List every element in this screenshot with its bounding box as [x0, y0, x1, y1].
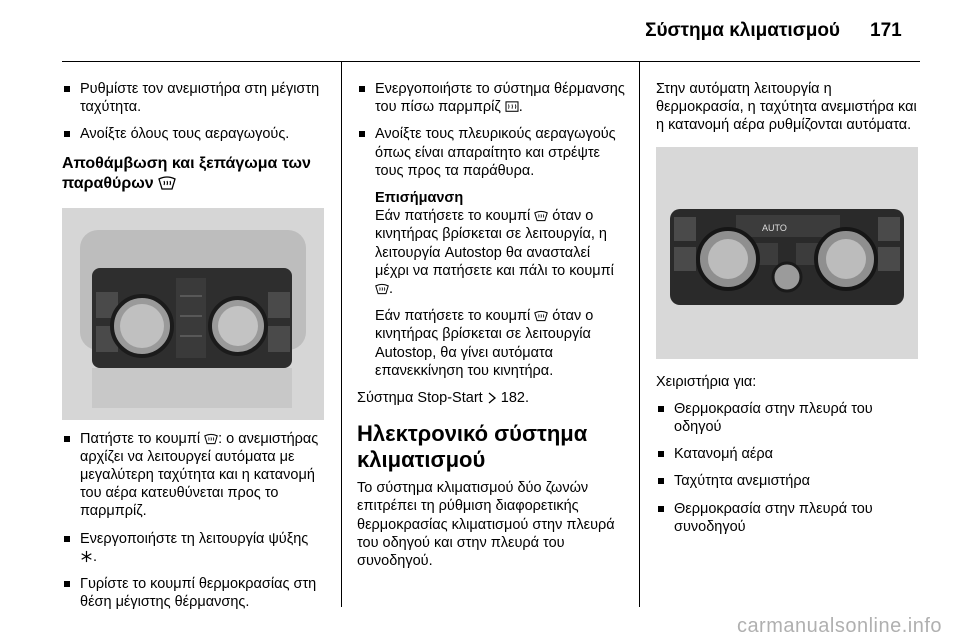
- windscreen-defrost-icon: [375, 283, 389, 295]
- windscreen-defrost-icon: [204, 433, 218, 445]
- header-rule: [62, 61, 920, 62]
- arrow-reference-icon: [487, 392, 497, 404]
- manual-climate-panel-photo: [62, 208, 324, 420]
- bullet-fan-speed: Ταχύτητα ανεμιστήρα: [656, 472, 920, 490]
- note-paragraph-2: Εάν πατήσετε το κουμπί όταν ο κινητήρας βρίσκεται σε λειτουργία Autostop, θα γίνει αυτόματα επανεκκίνηση του κινητήρα.: [375, 308, 594, 379]
- cross-reference[interactable]: Σύστημα Stop-Start 182.: [357, 390, 529, 407]
- snowflake-icon: [80, 550, 93, 563]
- note-paragraph-1: Εάν πατήσετε το κουμπί όταν ο κινητήρας βρίσκεται σε λειτουργία, η λειτουργία Autostop θα ανασταλεί μέχρι να πατήσετε και πάλι το κουμπί .: [375, 208, 614, 298]
- bullet-temperature: Γυρίστε το κουμπί θερμοκρασίας στη θέση μέγιστης θέρμανσης.: [62, 575, 324, 611]
- column-1: [62, 80, 324, 620]
- panel-auto-label: AUTO: [762, 222, 787, 233]
- windscreen-defrost-icon: [158, 176, 176, 190]
- windscreen-defrost-icon: [534, 310, 548, 322]
- controls-label: Χειριστήρια για:: [656, 373, 757, 390]
- column-2: [357, 80, 625, 579]
- bullet-open-vents: Ανοίξτε όλους τους αεραγωγούς.: [62, 125, 324, 143]
- electronic-climate-body: Το σύστημα κλιματισμού δύο ζωνών επιτρέπει τη ρύθμιση διαφορετικής θερμοκρασίας κλιματισμού στην πλευρά του οδηγού και στην πλευρά του συνοδηγού.: [357, 480, 615, 570]
- note-block: [357, 189, 625, 380]
- column-3: [656, 80, 920, 545]
- header-title: Σύστημα κλιματισμού: [645, 20, 840, 41]
- watermark: carmanualsonline.info: [736, 615, 942, 637]
- bullet-rear-heating: Ενεργοποιήστε το σύστημα θέρμανσης του πίσω παρμπρίζ .: [357, 80, 625, 116]
- rear-window-heating-icon: [505, 101, 519, 113]
- windscreen-defrost-icon: [534, 210, 548, 222]
- bullet-passenger-temp: Θερμοκρασία στην πλευρά του συνοδηγού: [656, 500, 920, 536]
- note-title: Επισήμανση: [375, 190, 464, 207]
- bullet-air-distribution: Κατανομή αέρα: [656, 445, 920, 463]
- electronic-climate-panel-photo: [656, 147, 918, 359]
- bullet-cooling: Ενεργοποιήστε τη λειτουργία ψύξης .: [62, 530, 324, 566]
- bullet-press-defrost: Πατήστε το κουμπί : ο ανεμιστήρας αρχίζει να λειτουργεί αυτόματα με μεγαλύτερη ταχύτητα και η κατανομή του αέρα κατευθύνεται προς το παρμπρίζ.: [62, 430, 324, 521]
- column-divider-2: [639, 62, 640, 607]
- bullet-driver-temp: Θερμοκρασία στην πλευρά του οδηγού: [656, 400, 920, 436]
- column-divider-1: [341, 62, 342, 607]
- section-heading-electronic-climate: Ηλεκτρονικό σύστημα κλιματισμού: [357, 421, 588, 473]
- page-number: 171: [870, 20, 902, 41]
- auto-mode-intro: Στην αυτόματη λειτουργία η θερμοκρασία, η ταχύτητα ανεμιστήρα και η κατανομή αέρα ρυθμίζονται αυτόματα.: [656, 81, 917, 134]
- bullet-side-vents: Ανοίξτε τους πλευρικούς αεραγωγούς όπως είναι απαραίτητο και στρέψτε τους προς τα παράθυρα.: [357, 125, 625, 180]
- section-heading-defrost: Αποθάμβωση και ξεπάγωμα των παραθύρων: [62, 154, 311, 192]
- bullet-fan-max: Ρυθμίστε τον ανεμιστήρα στη μέγιστη ταχύτητα.: [62, 80, 324, 116]
